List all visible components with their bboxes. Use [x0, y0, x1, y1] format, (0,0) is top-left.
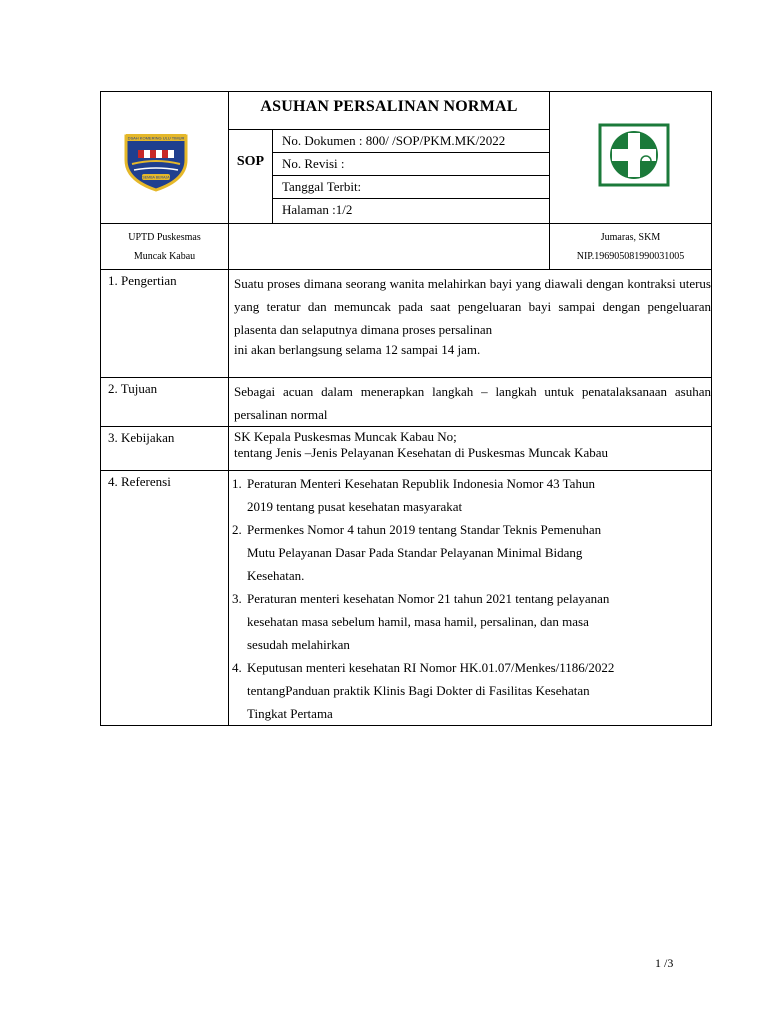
- referensi-item-line: tentangPanduan praktik Klinis Bagi Dokter di Fasilitas Kesehatan: [247, 683, 590, 698]
- signer-nip: NIP.196905081990031005: [576, 251, 685, 262]
- signature-row: [101, 224, 712, 270]
- kebijakan-label: 3. Kebijakan: [101, 427, 229, 471]
- referensi-list: [232, 472, 711, 725]
- referensi-item-text: [247, 656, 614, 725]
- svg-text:DSAH KOMERING ULU TIMUR: DSAH KOMERING ULU TIMUR: [127, 135, 185, 141]
- referensi-item-text: [247, 472, 595, 518]
- referensi-item: [232, 656, 711, 725]
- svg-text:SEMBA BERAJA: SEMBA BERAJA: [142, 175, 170, 180]
- document-meta: [273, 130, 549, 223]
- referensi-item-line: Tingkat Pertama: [247, 706, 333, 721]
- referensi-item-text: [247, 518, 601, 587]
- title-cell: [229, 92, 550, 224]
- issue-date: Tanggal Terbit:: [273, 176, 549, 199]
- sop-document: [100, 91, 711, 726]
- referensi-item-line: Peraturan Menteri Kesehatan Republik Indonesia Nomor 43 Tahun: [247, 476, 595, 491]
- kebijakan-row: [101, 427, 712, 471]
- sop-table: [100, 91, 712, 726]
- tujuan-label: 2. Tujuan: [101, 378, 229, 427]
- kebijakan-line-1: SK Kepala Puskesmas Muncak Kabau No;: [234, 429, 457, 444]
- document-title: ASUHAN PERSALINAN NORMAL: [229, 92, 549, 130]
- referensi-item-line: Mutu Pelayanan Dasar Pada Standar Pelayanan Minimal Bidang: [247, 545, 583, 560]
- org-cell: [101, 224, 229, 270]
- referensi-label: 4. Referensi: [101, 471, 229, 726]
- referensi-item: [232, 518, 711, 587]
- page-number: Halaman :1/2: [282, 202, 353, 217]
- referensi-item-number: 4.: [232, 660, 242, 675]
- signer-cell: [550, 224, 712, 270]
- referensi-item-line: kesehatan masa sebelum hamil, masa hamil, persalinan, dan masa: [247, 614, 589, 629]
- doc-number: No. Dokumen : 800/ /SOP/PKM.MK/2022: [273, 130, 549, 153]
- left-logo-cell: [101, 92, 229, 224]
- referensi-item-number: 1.: [232, 476, 242, 491]
- revision-number: No. Revisi :: [273, 153, 549, 176]
- referensi-item: [232, 472, 711, 518]
- referensi-item-line: Keputusan menteri kesehatan RI Nomor HK.01.07/Menkes/1186/2022: [247, 660, 615, 675]
- tujuan-row: [101, 378, 712, 427]
- tujuan-text: Sebagai acuan dalam menerapkan langkah – langkah untuk penatalaksanaan asuhan persalinan normal: [229, 378, 712, 427]
- pengertian-text-2: ini akan berlangsung selama 12 sampai 14 jam.: [234, 342, 481, 357]
- referensi-item: [232, 587, 711, 656]
- signer-name: Jumaras, SKM: [600, 232, 661, 243]
- referensi-item-number: 2.: [232, 522, 242, 537]
- pengertian-label: 1. Pengertian: [101, 270, 229, 378]
- org-name-line2: Muncak Kabau: [133, 251, 196, 262]
- referensi-content: [229, 471, 712, 726]
- kebijakan-content: [229, 427, 712, 471]
- referensi-item-line: Permenkes Nomor 4 tahun 2019 tentang Standar Teknis Pemenuhan: [247, 522, 602, 537]
- puskesmas-logo-icon: [598, 123, 670, 187]
- pengertian-text: Suatu proses dimana seorang wanita melahirkan bayi yang diawali dengan kontraksi uterus yang teratur dan memuncak pada saat pengeluaran bayi sampai dengan pengeluaran plasenta dan selaputnya dimana proses persalinan: [234, 276, 711, 337]
- org-name-line1: UPTD Puskesmas: [128, 232, 201, 243]
- right-logo-cell: [550, 92, 712, 224]
- pengertian-row: [101, 270, 712, 378]
- page-counter: 1 /3: [655, 956, 674, 970]
- referensi-item-line: Kesehatan.: [247, 568, 305, 583]
- referensi-row: [101, 471, 712, 726]
- referensi-item-text: [247, 587, 609, 656]
- referensi-item-line: Peraturan menteri kesehatan Nomor 21 tahun 2021 tentang pelayanan: [247, 591, 610, 606]
- header-row: [101, 92, 712, 224]
- kebijakan-line-2: tentang Jenis –Jenis Pelayanan Kesehatan di Puskesmas Muncak Kabau: [234, 445, 609, 460]
- regency-emblem-icon: [120, 130, 192, 192]
- referensi-item-line: 2019 tentang pusat kesehatan masyarakat: [247, 499, 463, 514]
- signature-space: [229, 224, 550, 270]
- referensi-item-number: 3.: [232, 591, 242, 606]
- sop-label: SOP: [229, 130, 273, 223]
- pengertian-content: [229, 270, 712, 378]
- referensi-item-line: sesudah melahirkan: [247, 637, 350, 652]
